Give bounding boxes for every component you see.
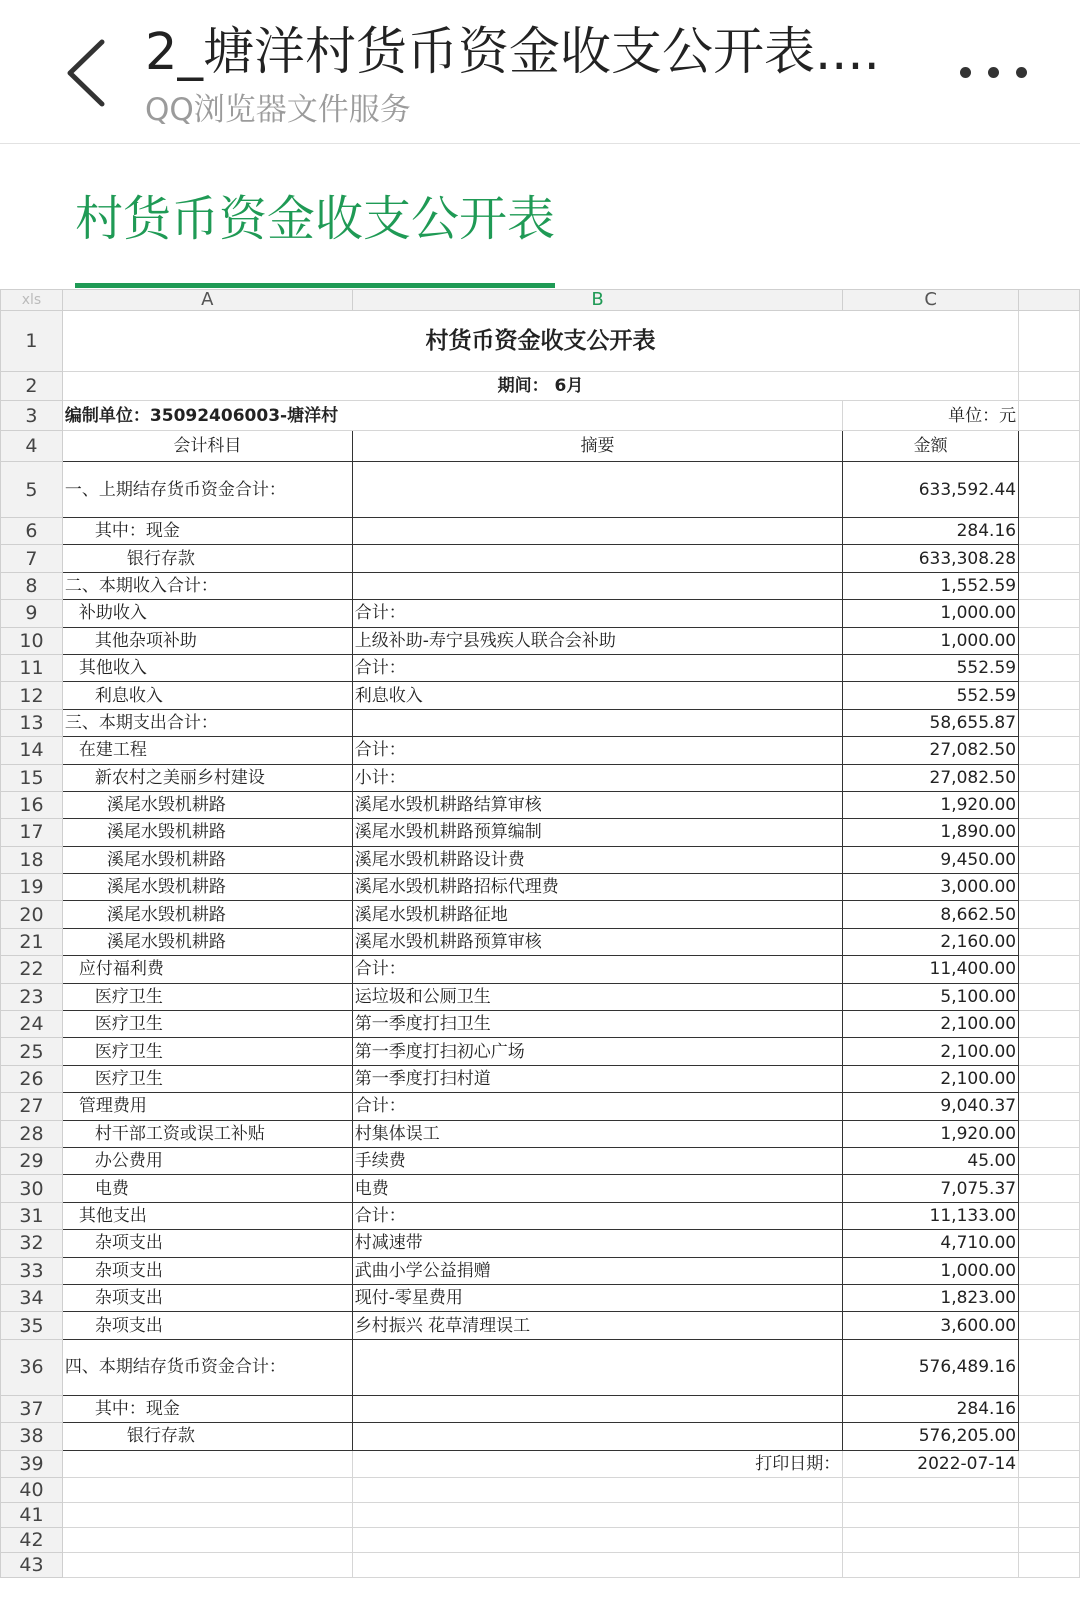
more-button[interactable] xyxy=(960,52,1030,92)
cell[interactable] xyxy=(1019,819,1080,846)
cell[interactable] xyxy=(1019,1527,1080,1552)
table-row xyxy=(1,401,1080,431)
summary-cell[interactable]: 合计： xyxy=(352,600,843,627)
subject-cell[interactable]: 溪尾水毁机耕路 xyxy=(62,928,352,955)
summary-cell[interactable]: 手续费 xyxy=(352,1147,843,1174)
table-row xyxy=(1,311,1080,372)
amount-cell[interactable]: 552.59 xyxy=(843,682,1019,709)
summary-cell[interactable] xyxy=(352,462,843,518)
table-row xyxy=(1,1312,1080,1339)
spreadsheet-grid[interactable] xyxy=(0,289,1080,1607)
row-number[interactable]: 12 xyxy=(1,682,63,709)
summary-cell[interactable] xyxy=(352,518,843,545)
amount-cell[interactable]: 284.16 xyxy=(843,518,1019,545)
cell[interactable] xyxy=(1019,1450,1080,1477)
subject-cell[interactable]: 其他杂项补助 xyxy=(62,627,352,654)
subject-cell[interactable]: 溪尾水毁机耕路 xyxy=(62,819,352,846)
amount-cell[interactable]: 27,082.50 xyxy=(843,764,1019,791)
amount-cell[interactable]: 1,920.00 xyxy=(843,791,1019,818)
sheet-tab-active[interactable] xyxy=(75,144,555,288)
table-row xyxy=(1,1284,1080,1311)
table-row xyxy=(1,928,1080,955)
table-row xyxy=(1,372,1080,401)
subject-cell[interactable]: 其他收入 xyxy=(62,654,352,681)
cell[interactable] xyxy=(62,1502,352,1527)
table-row xyxy=(1,1038,1080,1065)
row-number[interactable]: 41 xyxy=(1,1502,63,1527)
table-row xyxy=(1,709,1080,736)
row-number[interactable]: 30 xyxy=(1,1175,63,1202)
table-row xyxy=(1,1502,1080,1527)
sheet-tab-indicator xyxy=(75,283,555,288)
cell[interactable] xyxy=(352,1552,843,1577)
row-number[interactable]: 3 xyxy=(1,401,63,431)
table-row xyxy=(1,1175,1080,1202)
subject-cell[interactable]: 医疗卫生 xyxy=(62,983,352,1010)
cell[interactable] xyxy=(843,1477,1019,1502)
row-number[interactable]: 8 xyxy=(1,572,63,599)
subject-cell[interactable]: 新农村之美丽乡村建设 xyxy=(62,764,352,791)
amount-cell[interactable]: 2,100.00 xyxy=(843,1011,1019,1038)
amount-cell[interactable]: 1,000.00 xyxy=(843,627,1019,654)
amount-cell[interactable]: 284.16 xyxy=(843,1395,1019,1422)
row-number[interactable]: 28 xyxy=(1,1120,63,1147)
cell[interactable] xyxy=(1019,401,1080,431)
cell[interactable] xyxy=(1019,1552,1080,1577)
sheet-title[interactable]: 村货币资金收支公开表 xyxy=(62,311,1018,372)
row-number[interactable]: 6 xyxy=(1,518,63,545)
cell[interactable] xyxy=(1019,545,1080,572)
amount-cell[interactable]: 1,823.00 xyxy=(843,1284,1019,1311)
summary-cell[interactable]: 溪尾水毁机耕路预算编制 xyxy=(352,819,843,846)
amount-cell[interactable]: 576,205.00 xyxy=(843,1423,1019,1450)
cell[interactable] xyxy=(1019,311,1080,372)
table-row xyxy=(1,1257,1080,1284)
cell[interactable] xyxy=(1019,1423,1080,1450)
table-row xyxy=(1,846,1080,873)
subject-cell[interactable]: 利息收入 xyxy=(62,682,352,709)
table-row xyxy=(1,1230,1080,1257)
table-row xyxy=(1,1339,1080,1395)
column-header-d[interactable] xyxy=(1019,290,1080,311)
subject-cell[interactable]: 电费 xyxy=(62,1175,352,1202)
row-number[interactable]: 19 xyxy=(1,874,63,901)
table-row xyxy=(1,956,1080,983)
amount-cell[interactable]: 1,552.59 xyxy=(843,572,1019,599)
cell[interactable] xyxy=(843,1552,1019,1577)
table-row xyxy=(1,874,1080,901)
table-row xyxy=(1,518,1080,545)
amount-header[interactable]: 金额 xyxy=(843,431,1019,462)
summary-cell[interactable]: 溪尾水毁机耕路设计费 xyxy=(352,846,843,873)
cell[interactable] xyxy=(1019,791,1080,818)
cell[interactable] xyxy=(62,1477,352,1502)
subject-cell[interactable]: 其他支出 xyxy=(62,1202,352,1229)
cell[interactable] xyxy=(352,1527,843,1552)
sheet-tab-label: 村货币资金收支公开表 xyxy=(75,191,556,247)
summary-cell[interactable]: 村减速带 xyxy=(352,1230,843,1257)
amount-cell[interactable]: 2,100.00 xyxy=(843,1038,1019,1065)
row-number[interactable]: 17 xyxy=(1,819,63,846)
cell[interactable] xyxy=(1019,682,1080,709)
amount-cell[interactable]: 1,000.00 xyxy=(843,600,1019,627)
cell[interactable] xyxy=(1019,983,1080,1010)
subject-cell[interactable]: 溪尾水毁机耕路 xyxy=(62,791,352,818)
table-row xyxy=(1,600,1080,627)
row-number[interactable]: 24 xyxy=(1,1011,63,1038)
row-number[interactable]: 7 xyxy=(1,545,63,572)
subject-cell[interactable]: 管理费用 xyxy=(62,1093,352,1120)
cell[interactable] xyxy=(1019,462,1080,518)
summary-cell[interactable]: 溪尾水毁机耕路招标代理费 xyxy=(352,874,843,901)
row-number[interactable]: 36 xyxy=(1,1339,63,1395)
row-number[interactable]: 20 xyxy=(1,901,63,928)
summary-cell[interactable]: 合计： xyxy=(352,956,843,983)
column-header-row xyxy=(1,290,1080,311)
document-title: 2_塘洋村货币资金收支公开表.... xyxy=(145,23,880,82)
summary-cell[interactable]: 合计： xyxy=(352,737,843,764)
summary-cell[interactable]: 溪尾水毁机耕路结算审核 xyxy=(352,791,843,818)
cell[interactable] xyxy=(1019,654,1080,681)
table-row xyxy=(1,682,1080,709)
cell[interactable] xyxy=(1019,1312,1080,1339)
row-number[interactable]: 37 xyxy=(1,1395,63,1422)
row-number[interactable]: 31 xyxy=(1,1202,63,1229)
summary-cell[interactable]: 电费 xyxy=(352,1175,843,1202)
table-row xyxy=(1,1527,1080,1552)
subject-cell[interactable]: 杂项支出 xyxy=(62,1230,352,1257)
table-row xyxy=(1,1477,1080,1502)
cell[interactable] xyxy=(62,1527,352,1552)
subject-cell[interactable]: 医疗卫生 xyxy=(62,1011,352,1038)
row-number[interactable]: 4 xyxy=(1,431,63,462)
column-header-c[interactable]: C xyxy=(843,290,1019,311)
amount-cell[interactable]: 3,600.00 xyxy=(843,1312,1019,1339)
table-row xyxy=(1,627,1080,654)
row-number[interactable]: 23 xyxy=(1,983,63,1010)
amount-cell[interactable]: 633,308.28 xyxy=(843,545,1019,572)
summary-cell[interactable]: 合计： xyxy=(352,1093,843,1120)
cell[interactable] xyxy=(62,1450,352,1477)
cell[interactable] xyxy=(352,1477,843,1502)
cell[interactable] xyxy=(1019,518,1080,545)
table-row xyxy=(1,1395,1080,1422)
cell[interactable] xyxy=(352,1502,843,1527)
column-header-a[interactable]: A xyxy=(62,290,352,311)
period-label[interactable]: 期间： 6月 xyxy=(62,372,1018,401)
cell[interactable] xyxy=(1019,764,1080,791)
summary-cell[interactable]: 乡村振兴 花草清理误工 xyxy=(352,1312,843,1339)
table-row xyxy=(1,572,1080,599)
summary-cell[interactable]: 武曲小学公益捐赠 xyxy=(352,1257,843,1284)
cell[interactable] xyxy=(1019,1395,1080,1422)
cell[interactable] xyxy=(1019,1065,1080,1092)
subject-cell[interactable]: 杂项支出 xyxy=(62,1284,352,1311)
amount-cell[interactable]: 11,133.00 xyxy=(843,1202,1019,1229)
subject-cell[interactable]: 三、本期支出合计： xyxy=(62,709,352,736)
amount-cell[interactable]: 11,400.00 xyxy=(843,956,1019,983)
subject-cell[interactable]: 办公费用 xyxy=(62,1147,352,1174)
cell[interactable] xyxy=(1019,1038,1080,1065)
back-button[interactable] xyxy=(58,38,118,108)
amount-cell[interactable]: 5,100.00 xyxy=(843,983,1019,1010)
amount-cell[interactable]: 1,890.00 xyxy=(843,819,1019,846)
row-number[interactable]: 35 xyxy=(1,1312,63,1339)
subject-cell[interactable]: 溪尾水毁机耕路 xyxy=(62,901,352,928)
row-number[interactable]: 32 xyxy=(1,1230,63,1257)
cell[interactable] xyxy=(1019,1120,1080,1147)
corner-cell[interactable]: xls xyxy=(1,290,63,311)
amount-cell[interactable]: 3,000.00 xyxy=(843,874,1019,901)
amount-cell[interactable]: 9,450.00 xyxy=(843,846,1019,873)
amount-cell[interactable]: 4,710.00 xyxy=(843,1230,1019,1257)
subject-cell[interactable]: 在建工程 xyxy=(62,737,352,764)
table-row xyxy=(1,545,1080,572)
summary-cell[interactable] xyxy=(352,1339,843,1395)
cell[interactable] xyxy=(843,1502,1019,1527)
cell[interactable] xyxy=(1019,737,1080,764)
row-number[interactable]: 21 xyxy=(1,928,63,955)
app-bar xyxy=(0,0,1080,144)
amount-cell[interactable]: 576,489.16 xyxy=(843,1339,1019,1395)
row-number[interactable]: 15 xyxy=(1,764,63,791)
subject-cell[interactable]: 银行存款 xyxy=(62,1423,352,1450)
row-number[interactable]: 16 xyxy=(1,791,63,818)
row-number[interactable]: 5 xyxy=(1,462,63,518)
cell[interactable] xyxy=(1019,928,1080,955)
subject-cell[interactable]: 其中：现金 xyxy=(62,518,352,545)
row-number[interactable]: 29 xyxy=(1,1147,63,1174)
summary-cell[interactable] xyxy=(352,1395,843,1422)
summary-cell[interactable]: 村集体误工 xyxy=(352,1120,843,1147)
subject-cell[interactable]: 溪尾水毁机耕路 xyxy=(62,874,352,901)
summary-cell[interactable]: 溪尾水毁机耕路预算审核 xyxy=(352,928,843,955)
cell[interactable] xyxy=(1019,372,1080,401)
row-number[interactable]: 2 xyxy=(1,372,63,401)
cell[interactable] xyxy=(1019,572,1080,599)
print-date-value[interactable]: 2022-07-14 xyxy=(843,1450,1019,1477)
summary-cell[interactable]: 运垃圾和公厕卫生 xyxy=(352,983,843,1010)
amount-cell[interactable]: 552.59 xyxy=(843,654,1019,681)
amount-cell[interactable]: 58,655.87 xyxy=(843,709,1019,736)
row-number[interactable]: 9 xyxy=(1,600,63,627)
chevron-left-icon xyxy=(58,38,118,108)
cell[interactable] xyxy=(1019,627,1080,654)
row-number[interactable]: 43 xyxy=(1,1552,63,1577)
cell[interactable] xyxy=(1019,1230,1080,1257)
cell[interactable] xyxy=(1019,1502,1080,1527)
cell[interactable] xyxy=(1019,1011,1080,1038)
amount-cell[interactable]: 7,075.37 xyxy=(843,1175,1019,1202)
amount-cell[interactable]: 1,000.00 xyxy=(843,1257,1019,1284)
cell[interactable] xyxy=(1019,956,1080,983)
row-number[interactable]: 1 xyxy=(1,311,63,372)
unit-label[interactable]: 编制单位：35092406003-塘洋村 xyxy=(62,401,842,431)
table-row xyxy=(1,1011,1080,1038)
amount-cell[interactable]: 633,592.44 xyxy=(843,462,1019,518)
cell[interactable] xyxy=(1019,901,1080,928)
summary-cell[interactable]: 利息收入 xyxy=(352,682,843,709)
row-number[interactable]: 34 xyxy=(1,1284,63,1311)
subject-cell[interactable]: 四、本期结存货币资金合计： xyxy=(62,1339,352,1395)
cell[interactable] xyxy=(1019,1202,1080,1229)
subject-cell[interactable]: 银行存款 xyxy=(62,545,352,572)
table-row xyxy=(1,1450,1080,1477)
cell[interactable] xyxy=(1019,1477,1080,1502)
summary-cell[interactable]: 合计： xyxy=(352,1202,843,1229)
cell[interactable] xyxy=(1019,709,1080,736)
amount-cell[interactable]: 27,082.50 xyxy=(843,737,1019,764)
cell[interactable] xyxy=(1019,1175,1080,1202)
cell[interactable] xyxy=(1019,874,1080,901)
subject-cell[interactable]: 一、上期结存货币资金合计： xyxy=(62,462,352,518)
summary-header[interactable]: 摘要 xyxy=(352,431,843,462)
table-row xyxy=(1,1202,1080,1229)
row-number[interactable]: 22 xyxy=(1,956,63,983)
row-number[interactable]: 18 xyxy=(1,846,63,873)
summary-cell[interactable] xyxy=(352,545,843,572)
table-row xyxy=(1,791,1080,818)
summary-cell[interactable]: 溪尾水毁机耕路征地 xyxy=(352,901,843,928)
cell[interactable] xyxy=(1019,846,1080,873)
subject-cell[interactable]: 二、本期收入合计： xyxy=(62,572,352,599)
cell[interactable] xyxy=(1019,1284,1080,1311)
cell[interactable] xyxy=(62,1552,352,1577)
summary-cell[interactable]: 第一季度打扫初心广场 xyxy=(352,1038,843,1065)
cell[interactable] xyxy=(1019,431,1080,462)
subject-cell[interactable]: 医疗卫生 xyxy=(62,1038,352,1065)
currency-unit-label[interactable]: 单位：元 xyxy=(843,401,1019,431)
summary-cell[interactable] xyxy=(352,709,843,736)
row-number[interactable]: 25 xyxy=(1,1038,63,1065)
row-number[interactable]: 10 xyxy=(1,627,63,654)
cell[interactable] xyxy=(1019,600,1080,627)
row-number[interactable]: 40 xyxy=(1,1477,63,1502)
subject-cell[interactable]: 溪尾水毁机耕路 xyxy=(62,846,352,873)
amount-cell[interactable]: 1,920.00 xyxy=(843,1120,1019,1147)
row-number[interactable]: 39 xyxy=(1,1450,63,1477)
amount-cell[interactable]: 2,160.00 xyxy=(843,928,1019,955)
subject-cell[interactable]: 村干部工资或误工补贴 xyxy=(62,1120,352,1147)
table-row xyxy=(1,819,1080,846)
summary-cell[interactable] xyxy=(352,572,843,599)
row-number[interactable]: 14 xyxy=(1,737,63,764)
table-header-row xyxy=(1,431,1080,462)
cell[interactable] xyxy=(1019,1147,1080,1174)
row-number[interactable]: 11 xyxy=(1,654,63,681)
subject-cell[interactable]: 应付福利费 xyxy=(62,956,352,983)
summary-cell[interactable]: 上级补助-寿宁县残疾人联合会补助 xyxy=(352,627,843,654)
cell[interactable] xyxy=(843,1527,1019,1552)
table-row xyxy=(1,1093,1080,1120)
summary-cell[interactable]: 第一季度打扫村道 xyxy=(352,1065,843,1092)
summary-cell[interactable]: 合计： xyxy=(352,654,843,681)
sheet-tab-bar xyxy=(0,144,1080,288)
subject-cell[interactable]: 其中：现金 xyxy=(62,1395,352,1422)
table-row xyxy=(1,1552,1080,1577)
row-number[interactable]: 42 xyxy=(1,1527,63,1552)
table-row xyxy=(1,1423,1080,1450)
row-number[interactable]: 33 xyxy=(1,1257,63,1284)
subject-cell[interactable]: 医疗卫生 xyxy=(62,1065,352,1092)
row-number[interactable]: 27 xyxy=(1,1093,63,1120)
summary-cell[interactable]: 第一季度打扫卫生 xyxy=(352,1011,843,1038)
summary-cell[interactable] xyxy=(352,1423,843,1450)
subject-cell[interactable]: 杂项支出 xyxy=(62,1312,352,1339)
table-row xyxy=(1,901,1080,928)
table-row xyxy=(1,737,1080,764)
row-number[interactable]: 26 xyxy=(1,1065,63,1092)
row-number[interactable]: 13 xyxy=(1,709,63,736)
table-row xyxy=(1,1147,1080,1174)
amount-cell[interactable]: 8,662.50 xyxy=(843,901,1019,928)
table-row xyxy=(1,1120,1080,1147)
subject-cell[interactable]: 杂项支出 xyxy=(62,1257,352,1284)
table-row xyxy=(1,1065,1080,1092)
cell[interactable] xyxy=(1019,1257,1080,1284)
summary-cell[interactable]: 现付-零星费用 xyxy=(352,1284,843,1311)
subject-header[interactable]: 会计科目 xyxy=(62,431,352,462)
cell[interactable] xyxy=(1019,1339,1080,1395)
amount-cell[interactable]: 45.00 xyxy=(843,1147,1019,1174)
amount-cell[interactable]: 2,100.00 xyxy=(843,1065,1019,1092)
print-date-label[interactable]: 打印日期： xyxy=(352,1450,843,1477)
table-row xyxy=(1,654,1080,681)
document-source: QQ浏览器文件服务 xyxy=(145,92,411,128)
subject-cell[interactable]: 补助收入 xyxy=(62,600,352,627)
table-row xyxy=(1,983,1080,1010)
cell[interactable] xyxy=(1019,1093,1080,1120)
amount-cell[interactable]: 9,040.37 xyxy=(843,1093,1019,1120)
table-row xyxy=(1,764,1080,791)
summary-cell[interactable]: 小计： xyxy=(352,764,843,791)
row-number[interactable]: 38 xyxy=(1,1423,63,1450)
column-header-b[interactable]: B xyxy=(352,290,843,311)
table-row xyxy=(1,462,1080,518)
